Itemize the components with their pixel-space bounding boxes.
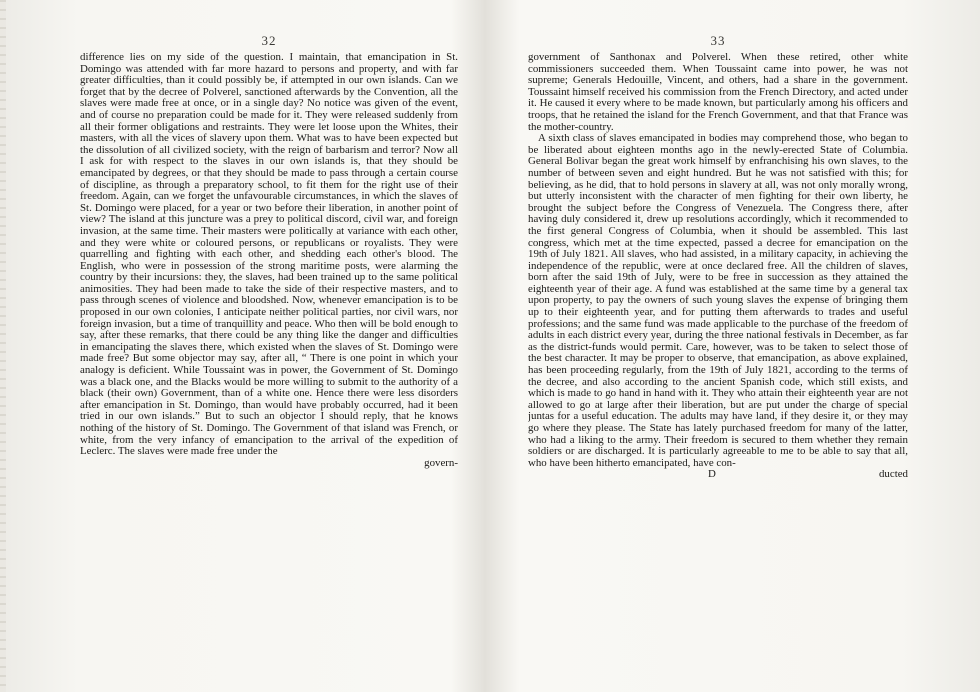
paragraph: difference lies on my side of the question. I maintain, that emancipation in St. Domingo was attended with far more hazard to persons and property, and with far greater difficulties, than it could possibly be, if attempted in our own islands. Can we forget that by the decree of Polverel, sanctioned afterwards by the Convention, all the slaves were made free at once, or in a single day? No notice was given of the event, and of course no preparation could be made for it. They were released suddenly from all their former obligations and restraints. They were let loose upon the Whites, their masters, with all the vices of slavery upon them. What was to have been expected but the dissolution of all civilized society, with the reign of barbarism and terror? Now all I ask for with respect to the slaves in our own islands is, that they should be emancipated by degrees, or that they should be made to pass through a certain course of discipline, as through a preparatory school, to fit them for the right use of their freedom. Again, can we forget the unfavourable circumstances, in which the slaves of St. Domingo were placed, for a year or two before their liberation, in another point of view? The island at this juncture was a prey to political discord, civil war, and foreign invasion, at the same time. Their masters were politically at variance with each other, and they were white or coloured persons, or republicans or royalists. They were quarrelling and fighting with each other, and shedding each other's blood. The English, who were in possession of the strong maritime posts, were alarming the country by their incursions: they, the slaves, had been trained up to the same political animosities. They had been made to take the side of their respective masters, and to pass through scenes of violence and bloodshed. Now, whenever emancipation is to be proposed in our own colonies, I anticipate neither political parties, nor civil wars, nor foreign invasion, but a time of tranquillity and peace. Who then will be bold enough to say, after these remarks, that there could be any thing like the danger and difficulties in emancipating the slaves there, which existed when the slaves of St. Domingo were made free? But some objector may say, after all, “ There is one point in which your analogy is deficient. While Toussaint was in power, the Government of St. Domingo was a black one, and the Blacks would be more willing to submit to the authority of a black (their own) Government, than of a white one. Hence there were less disorders after emancipation in St. Domingo, than would have probably occurred, had it been tried in our own islands.” But to such an objector I should reply, that he knows nothing of the history of St. Domingo. The Government of that island was French, or white, from the very infancy of emancipation to the arrival of the expedition of Leclerc. The slaves were made free under the xyxy=(80,51,458,458)
page-edge xyxy=(0,0,6,692)
page-body xyxy=(80,52,458,458)
right-page xyxy=(528,30,908,680)
signature-mark: D xyxy=(708,468,716,481)
paragraph: A sixth class of slaves emancipated in bodies may comprehend those, who began to be liberated about eighteen months ago in the newly-erected State of Columbia. General Bolivar began the great work himself by enfranchising his own slaves, to the number of between seven and eight hundred. But he was not satisfied with this; for believing, as he did, that to hold persons in slavery at all, was not only morally wrong, but utterly inconsistent with the character of men fighting for their own liberty, he brought the subject before the Congress of Venezuela. The Congress there, after having duly considered it, drew up resolutions accordingly, which it recommended to the first general Congress of Columbia, when it should be assembled. This last congress, which met at the time expected, passed a decree for emancipation on the 19th of July 1821. All slaves, who had assisted, in a military capacity, in achieving the independence of the republic, were at once declared free. All the children of slaves, born after the said 19th of July, were to be free in succession as they attained the eighteenth year of their age. A fund was established at the same time by a general tax upon property, to pay the owners of such young slaves the expense of bringing them up to their eighteenth year, and for putting them afterwards to trades and useful professions; and the same fund was made applicable to the purchase of the freedom of adults in each district every year, during the three national festivals in December, as far as the district-funds would permit. Care, however, was to be taken to select those of the best character. It may be proper to observe, that emancipation, as above explained, has been proceeding regularly, from the 19th of July 1821, according to the terms of the decree, and also according to the ancient Spanish code, which still exists, and which is made to go hand in hand with it. They who attain their eighteenth year are not allowed to go at large after their liberation, but are put under the charge of special juntas for a useful education. The adults may have land, if they desire it, or they may go where they please. The State has lately purchased freedom for many of the latter, who had a liking to the army. Their freedom is secured to them whether they remain soldiers or are discharged. It is particularly agreeable to me to be able to say that all, who have been hitherto emancipated, have con- xyxy=(528,132,908,469)
catchword: ducted xyxy=(878,468,908,481)
page-number: 33 xyxy=(710,33,726,48)
page-body xyxy=(528,52,908,469)
paragraph: government of Santhonax and Polverel. When these retired, other white commissioners succeeded them. When Toussaint came into power, he was not supreme; Generals Hedouille, Vincent, and others, had a share in the government. Toussaint himself received his commission from the French Directory, and acted under it. He caused it every where to be made known, but particularly among his officers and troops, that he retained the island for the French Government, and that that France was the mother-country. xyxy=(528,51,908,133)
catchword-line xyxy=(528,469,908,481)
catchword: govern- xyxy=(424,456,458,469)
catchword-line xyxy=(80,458,458,470)
left-page xyxy=(80,30,458,680)
page-number: 32 xyxy=(261,33,277,48)
